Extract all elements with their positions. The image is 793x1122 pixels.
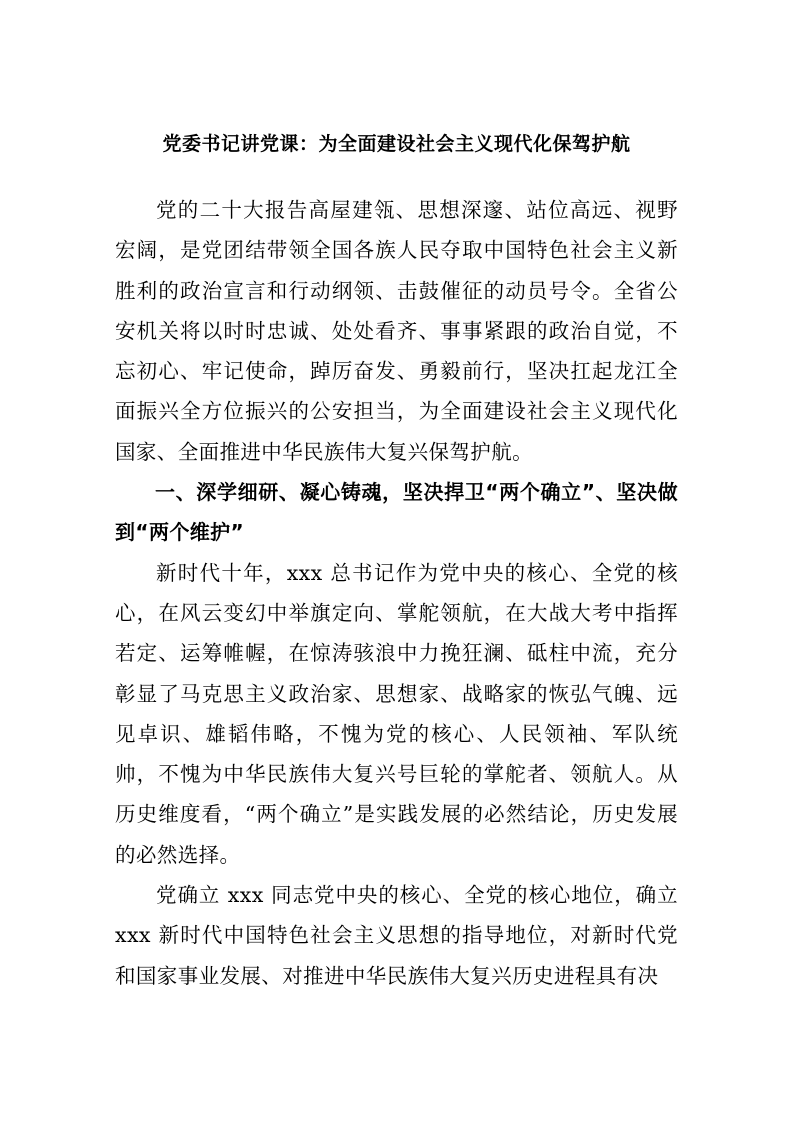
section-heading-1: 一、深学细研、凝心铸魂，坚决捍卫“两个确立”、坚决做到“两个维护” [115,480,678,545]
document-body [115,190,678,996]
paragraph-section-1-b: 党确立 xxx 同志党中央的核心、全党的核心地位，确立 xxx 新时代中国特色社会主义思想的指导地位，对新时代党和国家事业发展、对推进中华民族伟大复兴历史进程具有决 [115,883,678,988]
document-title: 党委书记讲党课：为全面建设社会主义现代化保驾护航 [162,133,631,155]
paragraph-section-1-a: 新时代十年，xxx 总书记作为党中央的核心、全党的核心，在风云变幻中举旗定向、掌舵领航，在大战大考中指挥若定、运筹帷幄，在惊涛骇浪中力挽狂澜、砥柱中流，充分彰显了马克思主义政治家、思想家、战略家的恢弘气魄、远见卓识、雄韬伟略，不愧为党的核心、人民领袖、军队统帅，不愧为中华民族伟大复兴号巨轮的掌舵者、领航人。从历史维度看，“两个确立”是实践发展的必然结论，历史发展的必然选择。 [115,560,678,867]
paragraph-intro: 党的二十大报告高屋建瓴、思想深邃、站位高远、视野宏阔，是党团结带领全国各族人民夺取中国特色社会主义新胜利的政治宣言和行动纲领、击鼓催征的动员号令。全省公安机关将以时时忠诚、处处看齐、事事紧跟的政治自觉，不忘初心、牢记使命，踔厉奋发、勇毅前行，坚决扛起龙江全面振兴全方位振兴的公安担当，为全面建设社会主义现代化国家、全面推进中华民族伟大复兴保驾护航。 [115,198,678,464]
